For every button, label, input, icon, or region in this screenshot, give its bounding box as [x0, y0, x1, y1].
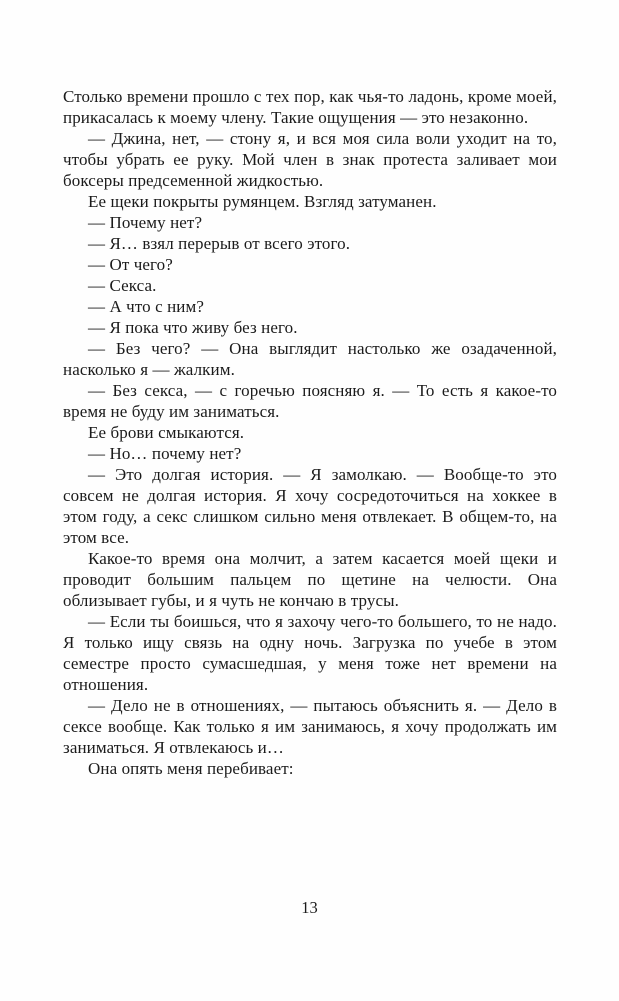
- paragraph: — А что с ним?: [88, 297, 204, 316]
- paragraph: — Джина, нет, — стону я, и вся моя сила воли уходит на то, чтобы убрать ее руку. Мой член в знак протеста заливает мои боксеры предсеменной жидкостью.: [63, 129, 557, 190]
- paragraph: Какое-то время она молчит, а затем касается моей щеки и проводит большим пальцем по щетине на челюсти. Она облизывает губы, и я чуть не кончаю в трусы.: [63, 549, 557, 610]
- paragraph: Ее брови смыкаются.: [88, 423, 245, 442]
- paragraph: — Я пока что живу без него.: [88, 318, 298, 337]
- paragraph: — Секса.: [88, 276, 157, 295]
- paragraph: — От чего?: [88, 255, 173, 274]
- paragraph: — Почему нет?: [88, 213, 203, 232]
- paragraph: Ее щеки покрыты румянцем. Взгляд затуманен.: [88, 192, 437, 211]
- text-block: [63, 86, 557, 779]
- paragraph: Столько времени прошло с тех пор, как чья-то ладонь, кроме моей, прикасалась к моему члену. Такие ощущения — это незаконно.: [63, 87, 557, 127]
- page-number: 13: [301, 898, 318, 917]
- paragraph: — Если ты боишься, что я захочу чего-то большего, то не надо. Я только ищу связь на одну ночь. Загрузка по учебе в этом семестре просто сумасшедшая, у меня тоже нет времени на отношения.: [63, 612, 557, 694]
- paragraph: — Это долгая история. — Я замолкаю. — Вообще-то это совсем не долгая история. Я хочу сосредоточиться на хоккее в этом году, а секс слишком сильно меня отвлекает. В общем-то, на этом все.: [63, 465, 557, 547]
- paragraph: Она опять меня перебивает:: [88, 759, 294, 778]
- paragraph: — Без секса, — с горечью поясняю я. — То есть я какое-то время не буду им заниматься.: [63, 381, 557, 421]
- paragraph: — Но… почему нет?: [88, 444, 242, 463]
- paragraph: — Без чего? — Она выглядит настолько же озадаченной, насколько я — жалким.: [63, 339, 557, 379]
- paragraph: — Я… взял перерыв от всего этого.: [88, 234, 351, 253]
- paragraph: — Дело не в отношениях, — пытаюсь объяснить я. — Дело в сексе вообще. Как только я им занимаюсь, я хочу продолжать им заниматься. Я отвлекаюсь и…: [63, 696, 557, 757]
